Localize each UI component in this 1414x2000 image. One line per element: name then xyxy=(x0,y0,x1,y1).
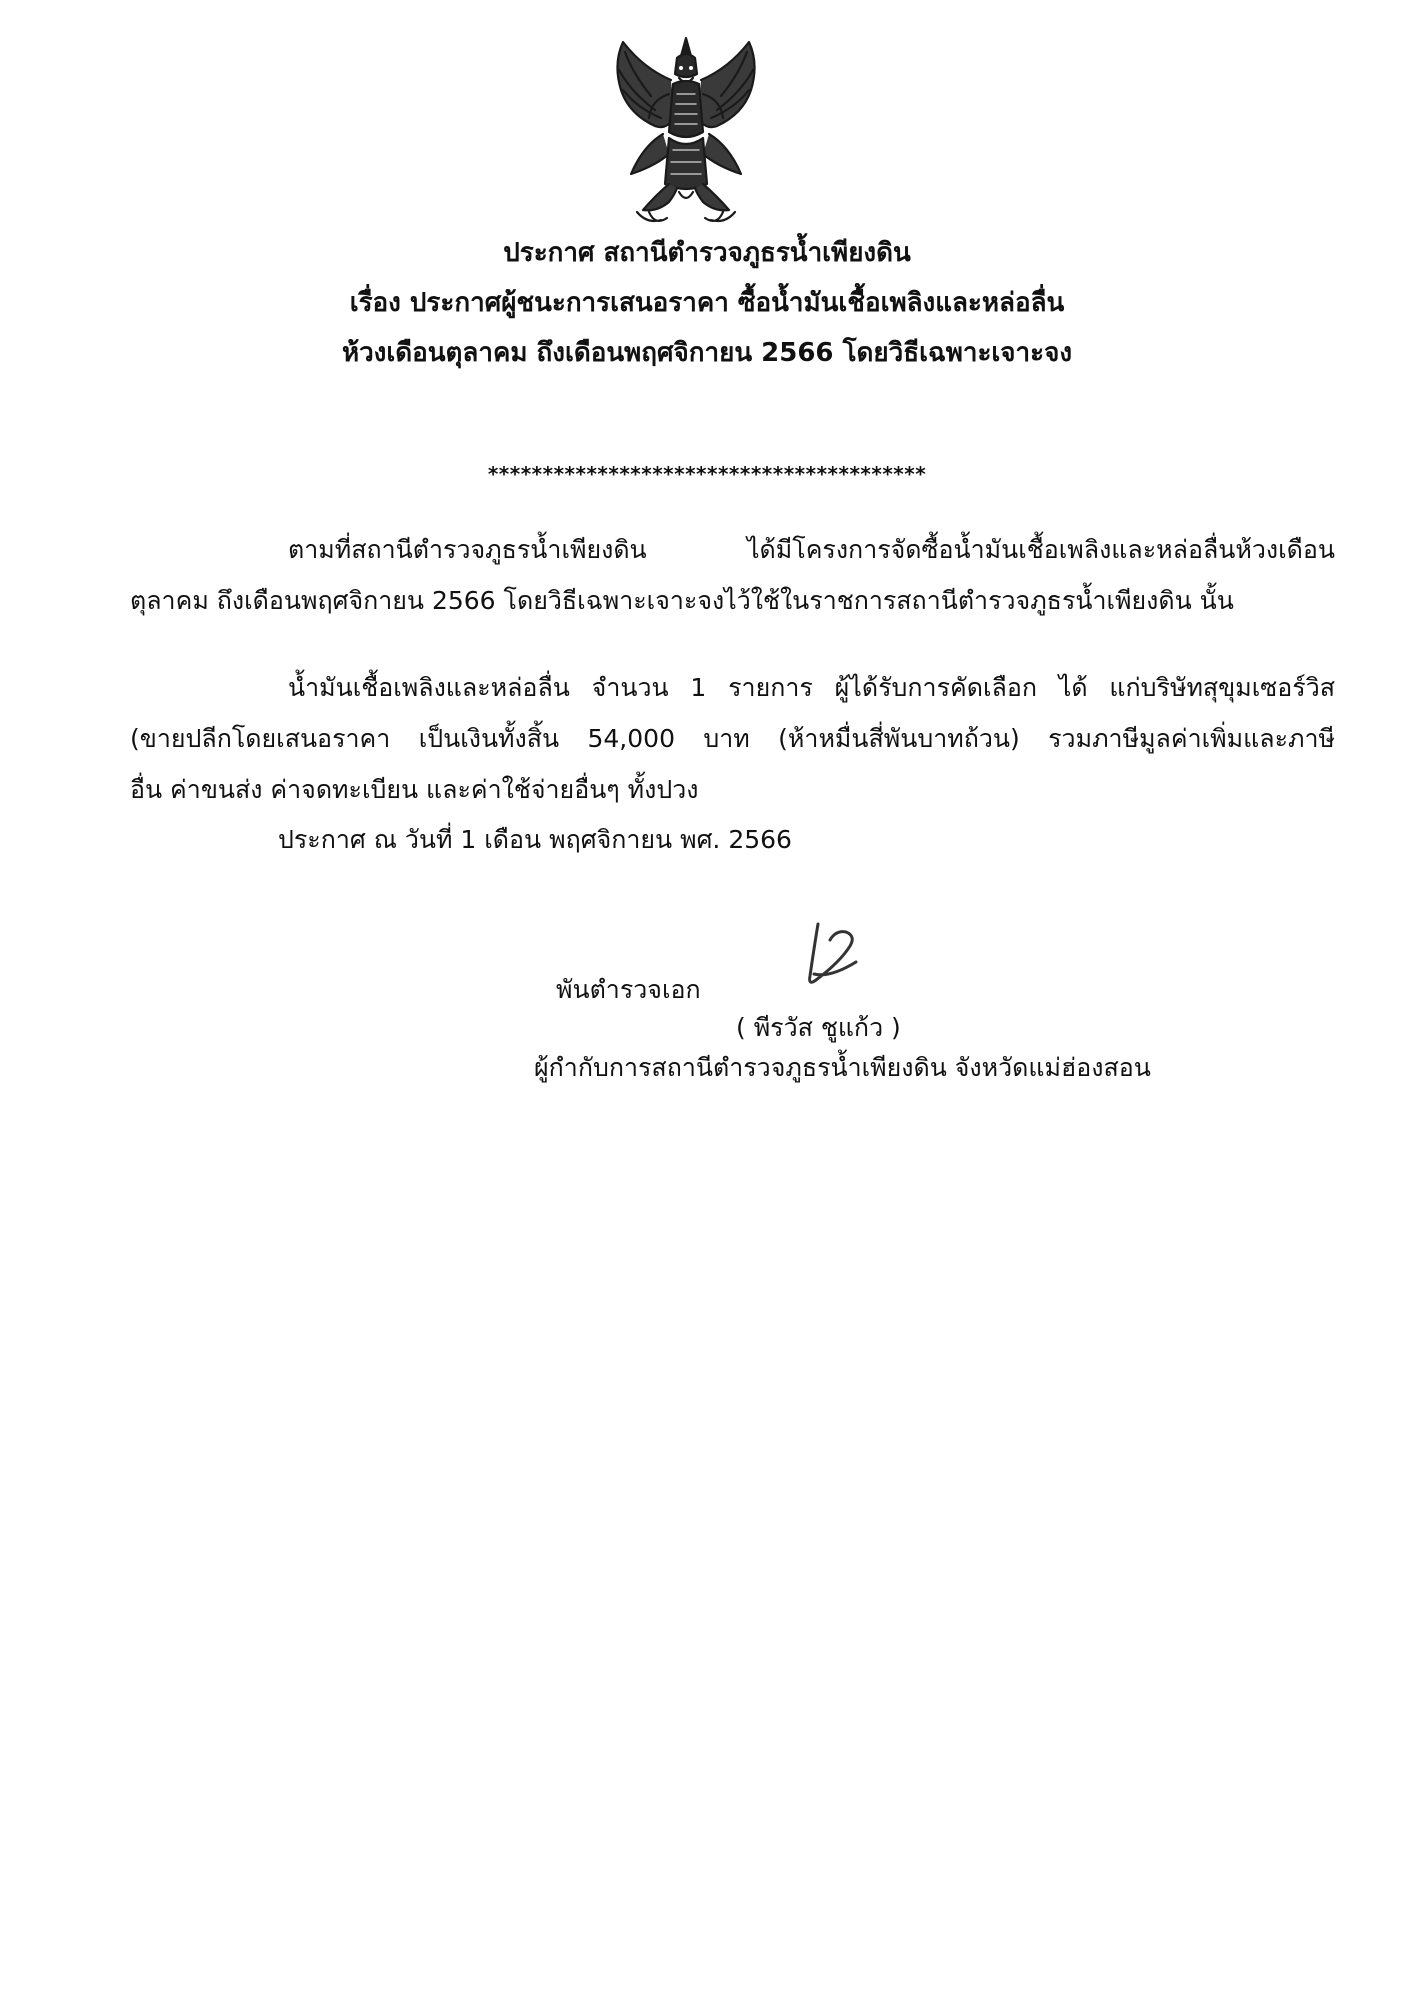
announcement-subject: เรื่อง ประกาศผู้ชนะการเสนอราคา ซื้อน้ำมันเชื้อเพลิงและหล่อลื่น xyxy=(349,288,1065,318)
paragraph-line: ตามที่สถานีตำรวจภูธรน้ำเพียงดิน ได้มีโครงการจัดซื้อน้ำมันเชื้อเพลิงและหล่อลื่นห้วงเดือน xyxy=(288,535,1335,564)
handwritten-signature-icon xyxy=(800,918,866,990)
paragraph-award xyxy=(130,662,1335,815)
announcement-date: ประกาศ ณ วันที่ 1 เดือน พฤศจิกายน พศ. 2566 xyxy=(278,825,792,854)
garuda-emblem-icon xyxy=(603,34,769,230)
paragraph-line: อื่น ค่าขนส่ง ค่าจดทะเบียน และค่าใช้จ่ายอื่นๆ ทั้งปวง xyxy=(130,775,699,804)
announcement-period: ห้วงเดือนตุลาคม ถึงเดือนพฤศจิกายน 2566 โดยวิธีเฉพาะเจาะจง xyxy=(341,338,1073,368)
paragraph-line: (ขายปลีกโดยเสนอราคา เป็นเงินทั้งสิ้น 54,000 บาท (ห้าหมื่นสี่พันบาทถ้วน) รวมภาษีมูลค่าเพิ่มและภาษี xyxy=(130,724,1335,753)
signatory-rank: พันตำรวจเอก xyxy=(556,975,701,1004)
paragraph-line: ตุลาคม ถึงเดือนพฤศจิกายน 2566 โดยวิธีเฉพาะเจาะจงไว้ใช้ในราชการสถานีตำรวจภูธรน้ำเพียงดิน นั้น xyxy=(130,586,1234,615)
signatory-name: ( พีรวัส ชูแก้ว ) xyxy=(736,1013,901,1042)
asterisk-divider: **************************************** xyxy=(487,462,927,486)
paragraph-background xyxy=(130,524,1335,626)
paragraph-line: น้ำมันเชื้อเพลิงและหล่อลื่น จำนวน 1 รายการ ผู้ได้รับการคัดเลือก ได้ แก่บริษัทสุขุมเซอร์วิส xyxy=(288,673,1335,702)
announcement-title: ประกาศ สถานีตำรวจภูธรน้ำเพียงดิน xyxy=(503,238,911,268)
signatory-position: ผู้กำกับการสถานีตำรวจภูธรน้ำเพียงดิน จังหวัดแม่ฮ่องสอน xyxy=(534,1053,1151,1082)
